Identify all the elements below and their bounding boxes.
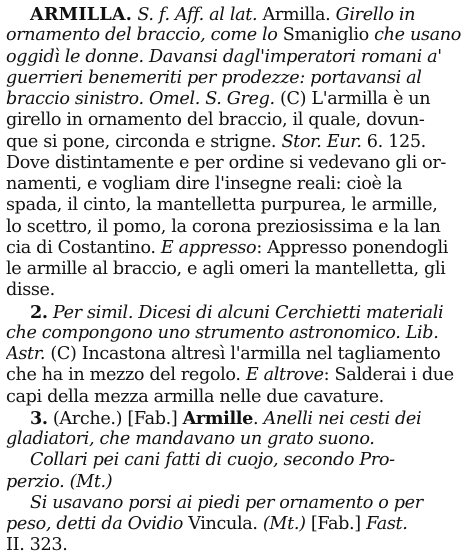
entry-line-14: disse. xyxy=(6,280,55,301)
sense-number-2: 2. xyxy=(30,301,48,323)
sense-number-3: 3. xyxy=(30,407,48,429)
entry-line-20: 3. (Arche.) [Fab.] Armille. Anelli nei cesti dei xyxy=(30,407,422,429)
entry-line-17: Astr. (C) Incastona altresì l'armilla nel tagliamento xyxy=(6,344,441,364)
entry-line-22: Collari pei cani fatti di cuojo, secondo Pro- xyxy=(30,450,395,471)
entry-line-8: Dove distintamente e per ordine si vedevano gli or- xyxy=(6,152,446,173)
entry-line-12: cia di Costantino. E appresso: Appresso ponendogli xyxy=(6,237,449,258)
grammar-note: S. f. Aff. al lat. xyxy=(137,5,258,25)
entry-line-21: gladiatori, che mandavano un grato suono. xyxy=(6,429,375,449)
entry-line-16: che compongono uno strumento astronomico. Lib. xyxy=(6,322,439,343)
entry-line-5: braccio sinistro. Omel. S. Greg. (C) L'armilla è un xyxy=(6,89,431,109)
entry-line-1: ARMILLA. S. f. Aff. al lat. Armilla. Girello in xyxy=(30,4,416,25)
entry-line-10: spada, il cinto, la mantelletta purpurea, le armille, xyxy=(6,195,438,216)
entry-line-24: Si usavano porsi ai piedi per ornamento o per xyxy=(30,492,423,513)
entry-line-3: oggidì le donne. Davansi dagl'imperatori romani a' xyxy=(6,46,442,67)
entry-line-26: II. 323. xyxy=(6,535,68,556)
entry-line-9: namenti, e vogliam dire l'insegne reali: cioè la xyxy=(6,174,403,194)
entry-line-23: perzio. (Mt.) xyxy=(6,471,113,492)
entry-line-7: que si pone, circonda e strigne. Stor. Eur. 6. 125. xyxy=(6,131,426,152)
headword: ARMILLA. xyxy=(30,4,133,25)
dictionary-entry xyxy=(6,4,466,557)
entry-line-4: guerrieri benemeriti per prodezze: portavansi al xyxy=(6,67,422,88)
subheadword: Armille xyxy=(182,407,253,429)
entry-line-13: le armille al braccio, e agli omeri la mantelletta, gli xyxy=(6,259,446,279)
entry-line-6: girello in ornamento del braccio, il quale, dovun- xyxy=(6,110,425,131)
entry-line-19: capi della mezza armilla nelle due cavature. xyxy=(6,386,384,407)
entry-line-11: lo scettro, il pomo, la corona preziosissima e la lan xyxy=(6,216,441,237)
entry-line-25: peso, detti da Ovidio Vincula. (Mt.) [Fab.] Fast. xyxy=(6,514,408,534)
entry-line-18: che ha in mezzo del regolo. E altrove: Salderai i due xyxy=(6,365,454,386)
entry-line-15: 2. Per simil. Dicesi di alcuni Cerchietti materiali xyxy=(30,301,444,323)
entry-line-2: ornamento del braccio, come lo Smaniglio che usano xyxy=(6,25,461,46)
